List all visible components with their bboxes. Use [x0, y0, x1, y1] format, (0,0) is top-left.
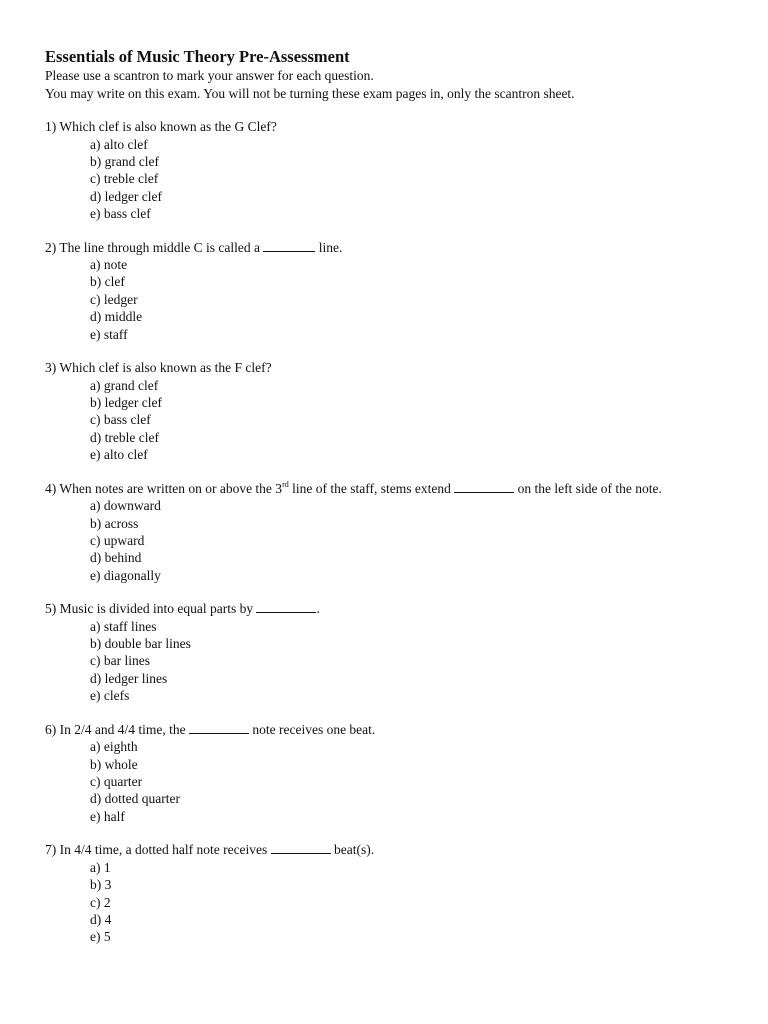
question-suffix: on the left side of the note. — [514, 480, 662, 496]
answer-option: e) 5 — [90, 929, 111, 945]
question-suffix: line. — [315, 239, 343, 255]
answer-option: d) 4 — [90, 911, 112, 927]
question-blank — [256, 600, 316, 613]
answer-option: b) 3 — [90, 877, 112, 893]
question-blank — [189, 721, 249, 734]
answer-option: e) half — [90, 808, 125, 824]
answer-option: e) alto clef — [90, 447, 148, 463]
question-prefix: 3) Which clef is also known as the F clef? — [45, 360, 272, 376]
answer-option: c) 2 — [90, 894, 111, 910]
question-text — [45, 841, 745, 859]
question-prefix: 5) Music is divided into equal parts by — [45, 601, 257, 617]
answer-options — [45, 256, 745, 343]
question-4 — [45, 480, 745, 585]
answer-options — [45, 377, 745, 464]
answer-option: c) bass clef — [90, 412, 151, 428]
answer-option: b) whole — [90, 756, 138, 772]
instruction-line-1: Please use a scantron to mark your answer for each question. — [45, 68, 374, 83]
question-text — [45, 118, 745, 136]
answer-option: c) bar lines — [90, 653, 150, 669]
answer-options — [45, 738, 745, 825]
answer-option: c) upward — [90, 532, 145, 548]
question-middle: line of the staff, stems extend — [288, 480, 455, 496]
answer-options — [45, 136, 745, 223]
question-6 — [45, 721, 745, 826]
answer-option: a) eighth — [90, 739, 138, 755]
answer-option: d) ledger lines — [90, 670, 168, 686]
answer-option: d) behind — [90, 550, 142, 566]
answer-option: d) treble clef — [90, 429, 159, 445]
instruction-line-2: You may write on this exam. You will not be turning these exam pages in, only the scantron sheet. — [45, 85, 575, 101]
answer-option: c) treble clef — [90, 171, 159, 187]
answer-options — [45, 859, 745, 946]
exam-title: Essentials of Music Theory Pre-Assessment — [45, 47, 350, 66]
question-text — [45, 721, 745, 739]
answer-option: b) grand clef — [90, 153, 159, 169]
answer-option: e) diagonally — [90, 567, 161, 583]
exam-page — [45, 46, 745, 946]
question-text — [45, 239, 745, 257]
answer-option: d) dotted quarter — [90, 791, 180, 807]
answer-option: a) downward — [90, 498, 161, 514]
answer-option: a) staff lines — [90, 618, 157, 634]
question-3 — [45, 359, 745, 464]
answer-option: b) clef — [90, 274, 125, 290]
answer-option: b) across — [90, 515, 139, 531]
question-sup: rd — [282, 479, 289, 489]
question-text — [45, 600, 745, 618]
answer-options — [45, 497, 745, 584]
question-prefix: 6) In 2/4 and 4/4 time, the — [45, 721, 189, 737]
answer-option: d) middle — [90, 309, 143, 325]
question-prefix: 4) When notes are written on or above the 3 — [45, 480, 283, 496]
answer-option: e) staff — [90, 326, 128, 342]
question-text — [45, 359, 745, 377]
answer-option: e) clefs — [90, 688, 130, 704]
question-blank — [271, 841, 331, 854]
answer-option: a) alto clef — [90, 136, 148, 152]
question-prefix: 2) The line through middle C is called a — [45, 239, 264, 255]
answer-option: d) ledger clef — [90, 188, 162, 204]
answer-option: b) double bar lines — [90, 636, 191, 652]
answer-option: c) ledger — [90, 291, 138, 307]
answer-option: a) 1 — [90, 859, 111, 875]
question-blank — [263, 239, 315, 252]
question-1 — [45, 118, 745, 223]
question-suffix: . — [316, 601, 320, 617]
question-blank — [454, 480, 514, 493]
question-2 — [45, 239, 745, 344]
answer-option: e) bass clef — [90, 206, 151, 222]
answer-options — [45, 618, 745, 705]
question-text — [45, 480, 745, 498]
question-prefix: 7) In 4/4 time, a dotted half note receives — [45, 842, 271, 858]
question-5 — [45, 600, 745, 705]
question-7 — [45, 841, 745, 946]
answer-option: c) quarter — [90, 773, 143, 789]
answer-option: a) note — [90, 257, 128, 273]
question-suffix: beat(s). — [330, 842, 375, 858]
question-suffix: note receives one beat. — [248, 721, 376, 737]
question-prefix: 1) Which clef is also known as the G Clef? — [45, 119, 277, 134]
question-list — [45, 118, 745, 946]
answer-option: a) grand clef — [90, 377, 159, 393]
answer-option: b) ledger clef — [90, 394, 162, 410]
